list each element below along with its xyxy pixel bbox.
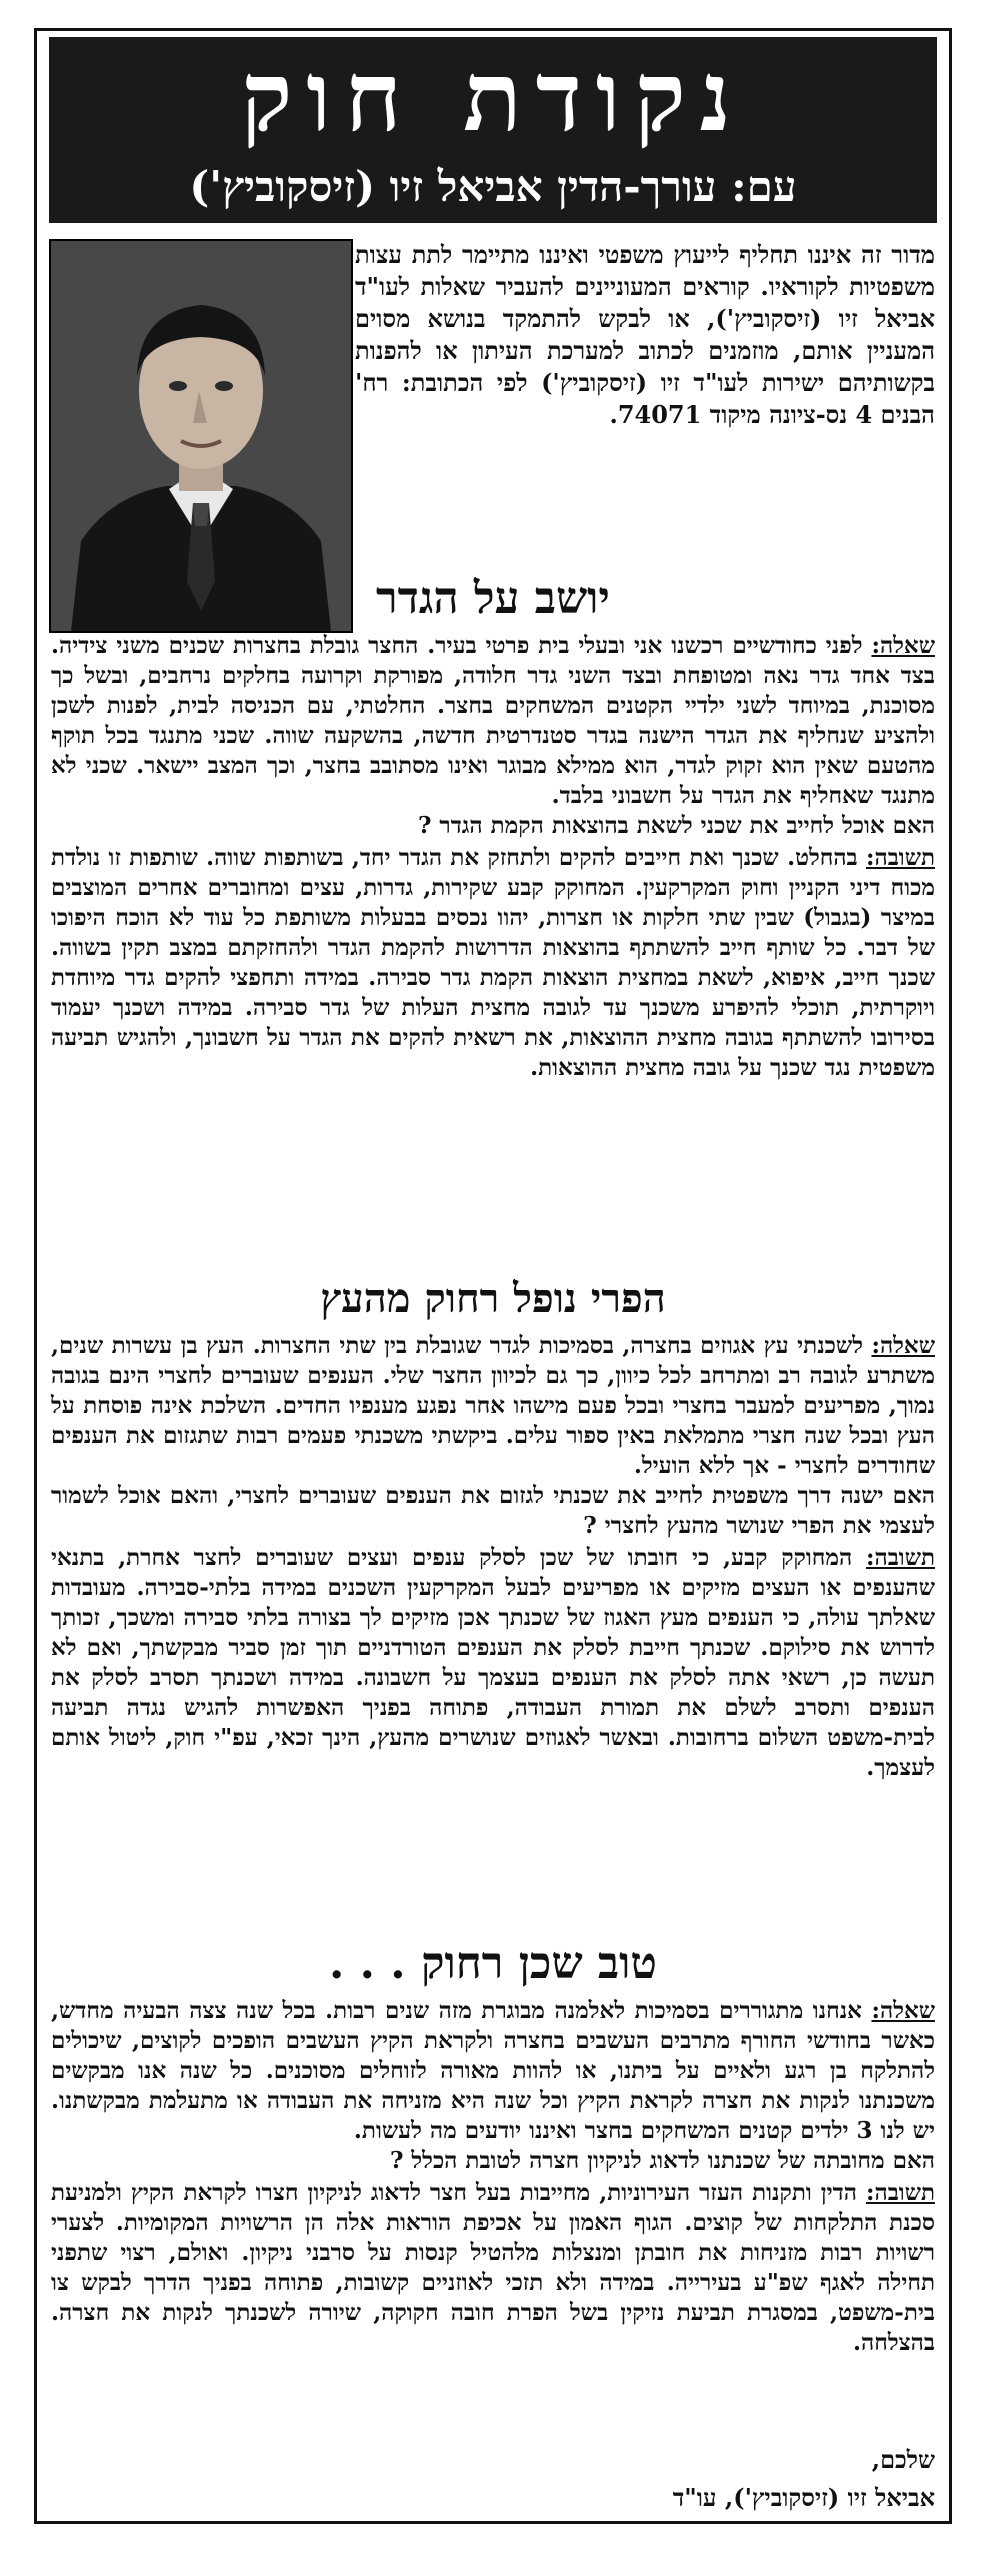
answer-label: תשובה: xyxy=(866,844,935,871)
section-body-tree xyxy=(51,1331,935,1926)
question-end: האם אוכל לחייב את שכני לשאת בהוצאות הקמת הגדר ? xyxy=(417,812,935,839)
signature-block xyxy=(335,2441,935,2521)
answer-text: בהחלט. שכנך ואת חייבים להקים ולתחזק את הגדר יחד, בשותפות שווה. שותפות זו נולדת מכוח דיני הקניין וחוק המקרקעין. המחוקק קבע שקירות, גדרות, עצים ומחוברים אחרים המוצבים במיצר (בגבול) שבין שתי חלקות או חצרות, יהוו נכסים בבעלות משותפת כל עוד לא הוכח היפוכו של דבר. כל שותף חייב להשתתף בהוצאות הדרושות להקמת הגדר ולהחזקתם במצב תקין בשווה. שכנך חייב, איפוא, לשאת במחצית הוצאות הקמת גדר סבירה. במידה ותחפצי להקים גדר מיוחדת ויוקרתית, תוכלי להיפרע משכנך עד לגובה מחצית העלות של גדר סבירה. במידה ושכנך יעמוד בסירובו להשתתף בגובה מחצית ההוצאות, את רשאית להקים את הגדר על חשבונך, ולהגיש תביעה משפטית נגד שכנך על גובה מחצית ההוצאות. xyxy=(51,844,936,1081)
column-banner xyxy=(49,37,937,223)
section-title-tree: הפרי נופל רחוק מהעץ xyxy=(320,1275,666,1322)
question-text: לשכנתי עץ אגוזים בחצרה, בסמיכות לגדר שגובלת בין שתי החצרות. העץ בן עשרות שנים, משתרע לגובה רב ומתרחב לכל כיוון, כך גם לכיוון החצר שלי. הענפים שעוברים לחצרי הינם בגובה נמוך, מפריעים למעבר בחצרי ובכל פעם מישהו אחר נפגע מענפיו החדים. השלכת אינה פוסחת על העץ ובכל שנה חצרי מתמלאת באין ספור עלים. ביקשתי משכנתי פעמים רבות שתגזום את הענפים שחודרים לחצרי - אך ללא הועיל. xyxy=(51,1332,935,1479)
section-body-fence xyxy=(51,631,935,1261)
answer-label: תשובה: xyxy=(866,2179,935,2206)
column-intro: מדור זה איננו תחליף לייעוץ משפטי ואיננו מתיימר לתת עצות משפטיות לקוראיו. קוראים המעוניינים להעביר שאלות לעו"ד אביאל זיו (זיסקוביץ'), או לבקש להתמקד בנושא מסוים המעניין אותם, מוזמנים לכתוב למערכת העיתון או להפנות בקשותיהם ישירות לעו"ד זיו (זיסקוביץ') לפי הכתובת: רח' הבנים 4 נס-ציונה מיקוד 74071. xyxy=(355,240,935,429)
question-label: שאלה: xyxy=(871,1332,935,1359)
answer-paragraph xyxy=(51,2178,935,2358)
question-paragraph xyxy=(51,1331,935,1541)
section-title-fence: יושב על הגדר xyxy=(376,573,610,624)
legal-column xyxy=(34,28,952,2524)
question-label: שאלה: xyxy=(871,1997,935,2024)
question-label: שאלה: xyxy=(871,632,935,659)
answer-text: המחוקק קבע, כי חובתו של שכן לסלק ענפים ועצים שעוברים לחצר אחרת, בתנאי שהענפים או העצים מזיקים או מפריעים לבעל המקרקעין השכנים במידה בלתי-סבירה. מעובדות שאלתך עולה, כי הענפים מעץ האגוז של שכנתך אכן מזיקים לך בצורה בלתי סבירה ומשכך, זכותך לדרוש את סילוקם. שכנתך חייבת לסלק את הענפים הטורדניים תוך זמן סביר מבקשתך, ואם לא תעשה כן, רשאי אתה לסלק את הענפים בעצמך על חשבונה. במידה ושכנתך תסרב לסלק את הענפים ותסרב לשלם את תמורת העבודה, פתוחה בפניך האפשרות להגיש נגדה תביעה לבית-משפט השלום ברחובות. ובאשר לאגוזים שנושרים מהעץ, הינך זכאי, עפ"י חוק, ליטול אותם לעצמך. xyxy=(51,1544,935,1781)
question-end: האם ישנה דרך משפטית לחייב את שכנתי לגזום את הענפים שעוברים לחצרי, והאם אוכל לשמור לעצמי את הפרי שנושר מהעץ לחצרי ? xyxy=(51,1482,935,1539)
section-body-neighbor xyxy=(51,1996,935,2436)
answer-paragraph xyxy=(51,1543,935,1783)
signature-name: אביאל זיו (זיסקוביץ'), עו"ד xyxy=(672,2483,935,2512)
question-paragraph xyxy=(51,1996,935,2176)
answer-paragraph xyxy=(51,843,935,1083)
column-byline: עם: עורך-הדין אביאל זיו (זיסקוביץ') xyxy=(189,162,797,211)
answer-label: תשובה: xyxy=(866,1544,935,1571)
portrait-illustration xyxy=(51,241,351,631)
question-text: אנחנו מתגוררים בסמיכות לאלמנה מבוגרת מזה שנים רבות. בכל שנה צצה הבעיה מחדש, כאשר בחודשי החורף מתרבים העשבים בחצרה ולקראת הקיץ העשבים הופכים לקוצים, שיכולים להתלקח בן רגע ולאיים על ביתנו, או להוות מאורה לזוחלים מסוכנים. כל שנה אנו מבקשים משכנתנו לנקות את חצרה לקראת הקיץ וכל שנה היא מזניחה את העבודה או מתעלמת מבקשתנו. יש לנו 3 ילדים קטנים המשחקים בחצר ואיננו יודעים מה לעשות. xyxy=(51,1997,935,2144)
question-text: לפני כחודשיים רכשנו אני ובעלי בית פרטי בעיר. החצר גובלת בחצרות שכנים משני צידיה. בצד אחד גדר נאה ומטופחת ובצד השני גדר חלודה, מפורקת וקרועה בחלקים נרחבים, ובשל כך מסוכנת, במיוחד לשני ילדיי הקטנים המשחקים בחצר. החלטתי, עם הכניסה לבית, לפנות לשכן ולהציע שנחליף את הגדר הישנה בגדר סטנדרטית חדשה, בהשקעה שווה. שכני מתנגד בכל תוקף מהטעם שאין הוא זקוק לגדר, הוא ממילא מבוגר ואינו מסתובב בחצר, וכך המצב יישאר. שכני לא מתנגד שאחליף את הגדר על חשבוני בלבד. xyxy=(51,632,935,809)
question-paragraph xyxy=(51,631,935,841)
author-photo xyxy=(49,239,353,633)
question-end: האם מחובתה של שכנתנו לדאוג לניקיון חצרה לטובת הכלל ? xyxy=(389,2147,935,2174)
signature-greeting: שלכם, xyxy=(871,2445,935,2474)
column-title: נקודת חוק xyxy=(240,40,746,153)
answer-text: הדין ותקנות העזר העירוניות, מחייבות בעל חצר לדאוג לניקיון חצרו לקראת הקיץ ולמניעת סכנת התלקחות של קוצים. הגוף האמון על אכיפת הוראות אלה הן הרשויות המקומיות. לצערי רשויות רבות מזניחות את חובתן ומנצלות מלהטיל קנסות על סרבני ניקיון. ואולם, רצוי שתפני תחילה לאגף שפ"ע בעירייה. במידה ולא תזכי לאוזניים קשובות, פתוחה בפניך הדרך לבקש צו בית-משפט, במסגרת תביעת נזיקין בשל הפרת חובה חקוקה, שיורה לשכנתך לנקות את חצרה. בהצלחה. xyxy=(51,2179,935,2356)
section-title-neighbor: טוב שכן רחוק . . . xyxy=(329,1938,657,1989)
